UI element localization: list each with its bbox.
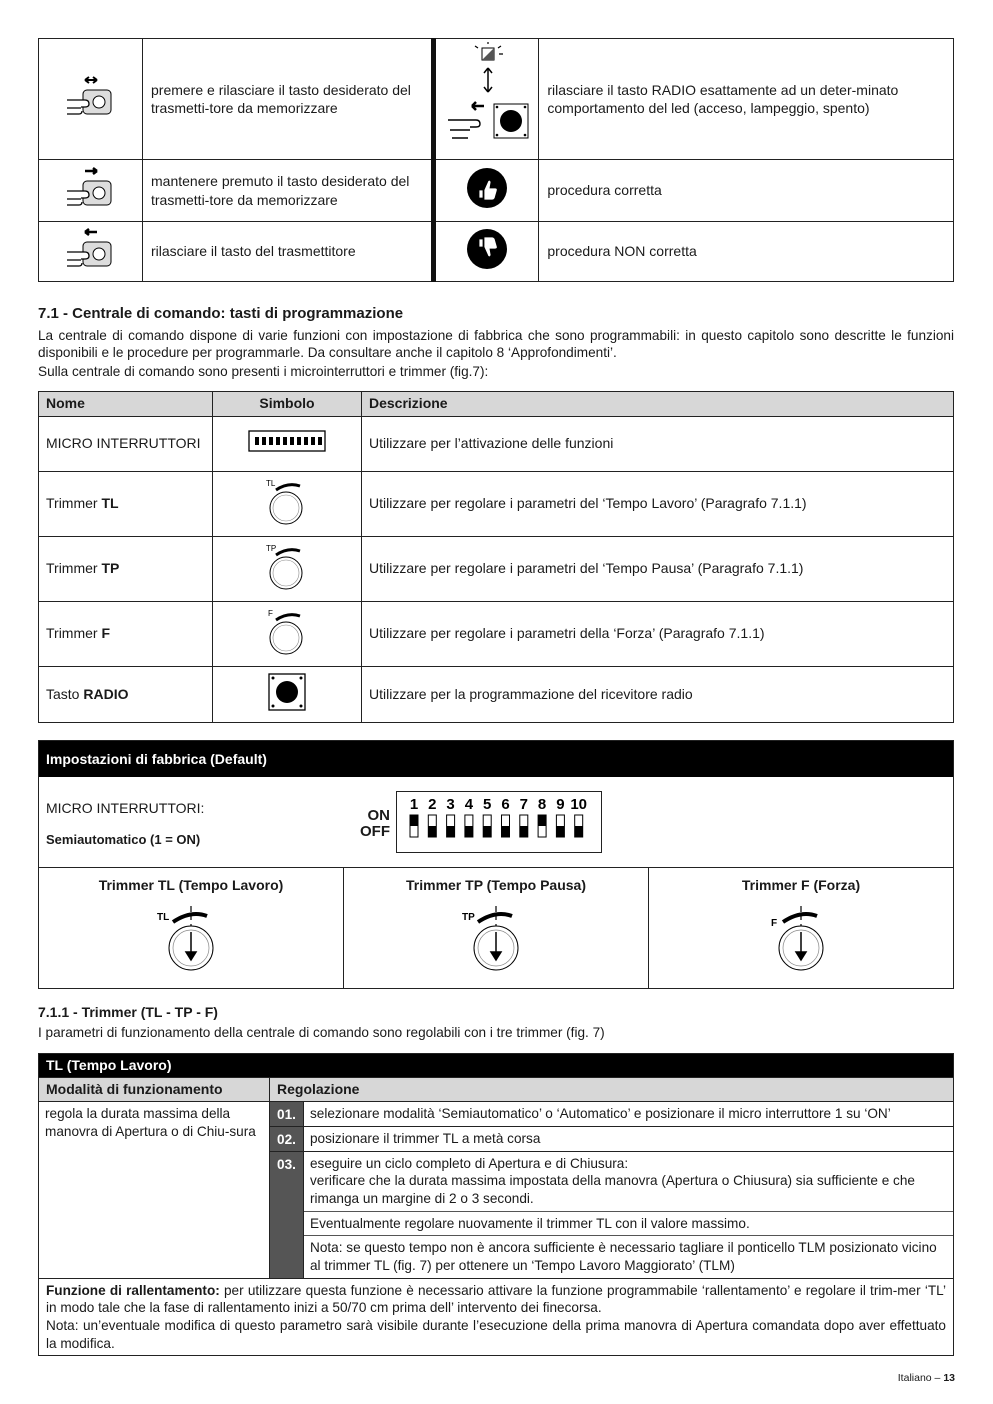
switch-number: 8 xyxy=(537,795,547,813)
micro-switch-section xyxy=(39,777,953,868)
thumbs-down-icon xyxy=(434,222,539,282)
control-name: MICRO INTERRUTTORI xyxy=(39,416,213,471)
svg-text:TL: TL xyxy=(266,479,276,489)
trimmer-icon xyxy=(213,471,362,536)
dip-switch-icon xyxy=(213,416,362,471)
step-text: eseguire un ciclo completo di Apertura e di Chiusura: verificare che la durata massima impostata della manovra (Apertura o Chiusura) sia sufficiente e che rimanga un margine di 2 o 3 secondi. Eventualmente regolare nuovamente il trimmer TL con il valore massimo. Nota: se questo tempo non è ancora sufficiente è necessario tagliare il ponticello TLM posizionato vicino al trimmer TL (fig. 7) per ottenere un ‘Tempo Lavoro Maggiorato’ (TLM) xyxy=(304,1151,954,1278)
section-title: 7.1 - Centrale di comando: tasti di programmazione xyxy=(38,305,404,322)
default-settings-box xyxy=(38,740,954,989)
page xyxy=(38,38,954,1356)
release-radio-led-icon xyxy=(434,39,539,160)
table-row xyxy=(39,601,954,666)
step-text: selezionare modalità ‘Semiautomatico’ o ‘Automatico’ e posizionare il micro interruttore 1 su ‘ON’ xyxy=(304,1102,954,1127)
tl-table-title: TL (Tempo Lavoro) xyxy=(39,1054,954,1078)
svg-text:TP: TP xyxy=(462,911,475,923)
legend-text: procedura NON corretta xyxy=(539,222,954,282)
switch-knob xyxy=(575,826,583,837)
legend-row xyxy=(39,160,954,222)
control-description: Utilizzare per regolare i parametri della ‘Forza’ (Paragrafo 7.1.1) xyxy=(362,601,954,666)
paragraph: I parametri di funzionamento della centrale di comando sono regolabili con i tre trimmer (fig. 7) xyxy=(38,1024,605,1040)
default-settings-title: Impostazioni di fabbrica (Default) xyxy=(39,741,953,777)
control-name: Trimmer TL xyxy=(39,471,213,536)
switch-knob xyxy=(447,826,455,837)
control-name: Trimmer F xyxy=(39,601,213,666)
legend-row xyxy=(39,222,954,282)
control-description: Utilizzare per regolare i parametri del ‘Tempo Lavoro’ (Paragrafo 7.1.1) xyxy=(362,471,954,536)
control-name: Tasto RADIO xyxy=(39,666,213,722)
control-description: Utilizzare per la programmazione del ricevitore radio xyxy=(362,666,954,722)
column-header: Simbolo xyxy=(213,391,362,416)
section-title: 7.1.1 - Trimmer (TL - TP - F) xyxy=(38,1003,218,1020)
thumbs-up-icon xyxy=(434,160,539,222)
paragraph: Sulla centrale di comando sono presenti i microinterruttori e trimmer (fig.7): xyxy=(38,363,489,379)
trimmer-default-f: Trimmer F (Forza) F xyxy=(649,868,953,988)
column-header: Descrizione xyxy=(362,391,954,416)
table-row xyxy=(39,666,954,722)
legend-text: rilasciare il tasto del trasmettitore xyxy=(143,222,434,282)
hold-button-icon xyxy=(39,160,143,222)
switch-knob xyxy=(520,826,528,837)
radio-button-icon xyxy=(213,666,362,722)
column-header: Regolazione xyxy=(270,1078,954,1102)
switch-number: 3 xyxy=(446,795,455,813)
legend-text: rilasciare il tasto RADIO esattamente ad un deter-minato comportamento del led (acceso, lampeggio, spento) xyxy=(539,39,954,160)
legend-table xyxy=(38,38,954,282)
trimmer-default-tl: Trimmer TL (Tempo Lavoro) TL xyxy=(39,868,344,988)
semi-label: Semiautomatico (1 = ON) xyxy=(46,831,201,847)
trimmer-icon xyxy=(213,601,362,666)
switch-number: 1 xyxy=(409,795,419,813)
micro-label: MICRO INTERRUTTORI: xyxy=(46,799,205,816)
legend-text: mantenere premuto il tasto desiderato del trasmetti-tore da memorizzare xyxy=(143,160,434,222)
svg-text:TL: TL xyxy=(157,911,170,923)
svg-text:F: F xyxy=(268,609,273,619)
switch-knob xyxy=(538,815,546,826)
trimmer-icon xyxy=(213,536,362,601)
table-row xyxy=(39,471,954,536)
trimmer-defaults xyxy=(39,868,953,988)
column-header: Nome xyxy=(39,391,213,416)
switch-knob xyxy=(410,815,418,826)
tl-table xyxy=(38,1053,954,1356)
release-button-icon xyxy=(39,222,143,282)
switch-number: 10 xyxy=(570,795,588,813)
svg-text:F: F xyxy=(771,917,778,929)
legend-row xyxy=(39,39,954,160)
controls-table xyxy=(38,391,954,723)
switch-number: 6 xyxy=(501,795,510,813)
switch-knob xyxy=(483,826,491,837)
page-footer: Italiano – 13 xyxy=(897,1372,955,1384)
table-row xyxy=(39,416,954,471)
mode-text: regola la durata massima della manovra di Apertura o di Chiu-sura xyxy=(39,1102,270,1278)
step-text: posizionare il trimmer TL a metà corsa xyxy=(304,1127,954,1152)
switch-number: 7 xyxy=(519,795,528,813)
on-off-labels: ON OFF xyxy=(360,806,390,840)
step-number: 02. xyxy=(270,1127,304,1152)
control-description: Utilizzare per l’attivazione delle funzioni xyxy=(362,416,954,471)
switch-knob xyxy=(465,826,473,837)
push-release-button-icon xyxy=(39,39,143,160)
control-description: Utilizzare per regolare i parametri del ‘Tempo Pausa’ (Paragrafo 7.1.1) xyxy=(362,536,954,601)
table-row xyxy=(39,1102,954,1127)
slowdown-note: Funzione di rallentamento: per utilizzare questa funzione è necessario attivare la funzione programmabile ‘rallentamento’ e regolare il trim-mer ‘TL’ in modo tale che la fase di rallentamento inizi a 50/70 cm prima dell’ intervento dei finecorsa. Nota: un’eventuale modifica di questo parametro sarà visibile durante l’esecuzione della prima manovra di Apertura comandata dopo aver effettuato la modifica. xyxy=(39,1278,954,1356)
trimmer-default-tp: Trimmer TP (Tempo Pausa) TP xyxy=(344,868,649,988)
legend-text: premere e rilasciare il tasto desiderato del trasmetti-tore da memorizzare xyxy=(143,39,434,160)
switch-number: 5 xyxy=(483,795,492,813)
paragraph: La centrale di comando dispone di varie funzioni con impostazione di fabbrica che sono programmabili: in questo capitolo sono descritte le funzioni disponibili e le procedure per programmarle. Da consultare anche il capitolo 8 ‘Approfondimenti’. xyxy=(38,327,954,361)
switch-knob xyxy=(428,826,436,837)
step-number: 01. xyxy=(270,1102,304,1127)
legend-text: procedura corretta xyxy=(539,160,954,222)
step-number: 03. xyxy=(270,1151,304,1278)
table-header xyxy=(39,391,954,416)
switch-knob xyxy=(502,826,510,837)
column-header: Modalità di funzionamento xyxy=(39,1078,270,1102)
switch-knob xyxy=(556,826,564,837)
table-row xyxy=(39,1278,954,1356)
dip-switch-diagram xyxy=(396,791,602,853)
switch-number: 2 xyxy=(428,795,437,813)
svg-text:TP: TP xyxy=(266,544,277,554)
switch-number: 4 xyxy=(464,795,474,813)
switch-number: 9 xyxy=(556,795,565,813)
control-name: Trimmer TP xyxy=(39,536,213,601)
table-row xyxy=(39,536,954,601)
